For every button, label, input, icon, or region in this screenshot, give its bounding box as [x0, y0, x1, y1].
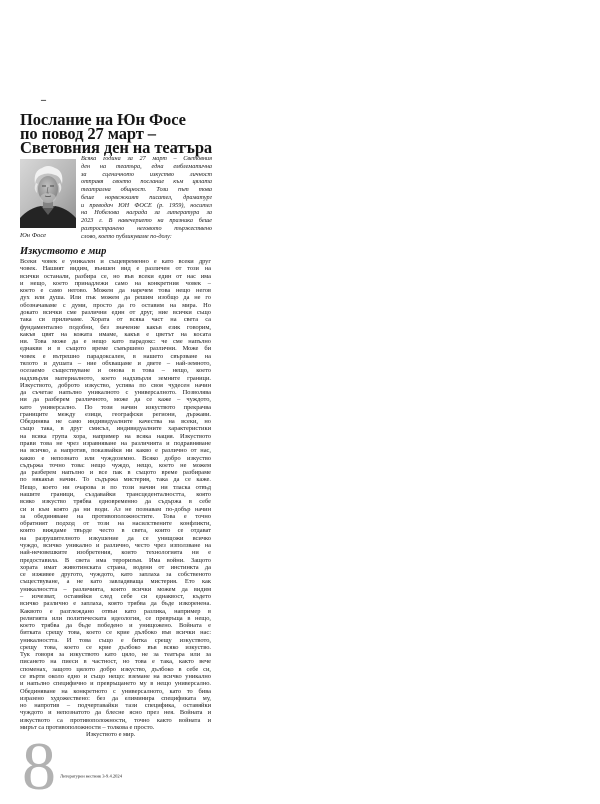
body-line: всички останали, разбира се, но във всеки един от нас има	[20, 272, 211, 280]
intro-line: за сценичното изкуство личност	[81, 170, 212, 178]
body-line: ни. Това може да е нещо като парадокс: че сме напълно	[20, 338, 211, 346]
intro-line: театрална общност. Този път това	[81, 186, 212, 193]
body-line: човек е вътрешно парадоксален, в нашето свързване на	[20, 352, 211, 360]
body-line: писането на пиеси в частност, но това е така, както вече	[20, 658, 211, 666]
body-line: но напротив – подчертавайки тази специфика, оставяйки	[20, 702, 211, 710]
page-footer: Литературен вестник 3-9.4.2024	[60, 774, 122, 779]
body-line: изразено художествено: без да елиминира спецификата му,	[20, 694, 211, 702]
body-line: за обединяване на противоположностите. Това е точно	[20, 512, 211, 520]
photo-caption: Юн Фосе	[20, 232, 47, 239]
body-line: споменах, защото цялото добро изкуство, дълбоко в себе си,	[20, 665, 211, 673]
title-line: по повод 27 март –	[20, 124, 156, 143]
body-line: и напълно специфично и превръщането му в нещо универсално.	[20, 680, 211, 688]
body-line: което трябва да бъде победено и унищожено. Войната е	[20, 622, 211, 630]
intro-line: разпространено неговото тържествено	[81, 224, 212, 232]
page-number: 8	[22, 728, 56, 804]
article-title	[20, 110, 225, 157]
body-line: уникалността – различията, които всички можем да видим	[20, 585, 211, 593]
body-line: на всичко, а напротив, показвайки ни какво е различно от нас,	[20, 447, 211, 455]
body-line: прави това не чрез изравняване на различията и подравняване	[20, 440, 211, 448]
author-photo	[20, 159, 76, 228]
body-line: си и към която да ни води. Аз не познавам по-добър начин	[20, 505, 211, 513]
body-line: всичко различно е заплаха, която трябва да бъде изкоренена.	[20, 600, 211, 608]
body-line: се изживее другото, чуждото, като заплаха за собственото	[20, 571, 211, 579]
body-line: надхвърля материалното, което надхвърля земните граници.	[20, 374, 211, 382]
body-line: на разрушителното изкушение да се унищожи всичко	[20, 534, 211, 542]
title-line: Послание на Юн Фосе	[20, 110, 186, 129]
body-line: обратният подход от този на насилствените конфликти,	[20, 520, 211, 528]
body-line: на всяка група хора, например на всяка нация. Изкуството	[20, 432, 211, 440]
intro-line: слово, което публикуваме по-долу:	[81, 232, 172, 240]
intro-line: и преводач ЮН ФОСЕ (р. 1959), носител	[81, 201, 212, 209]
body-line: битката срещу това, което се крие дълбоко във всички нас:	[20, 629, 211, 637]
body-line: Обединява не само индивидуалните качества на всеки, но	[20, 418, 211, 426]
body-line: като универсално. По този начин изкуството прекрачва	[20, 403, 211, 411]
body-line: нашите граници, създавайки трансцеденталността, която	[20, 491, 211, 498]
body-line: дух или душа. Или пък можем да решим изобщо да не го	[20, 294, 211, 302]
top-mark: –	[41, 95, 46, 106]
body-line: съдържа точно това: нещо чуждо, нещо, което не можем	[20, 461, 211, 469]
body-line: тялото и душата – ние обхващаме и двете – най-земното,	[20, 359, 211, 367]
body-line: границите между езици, географски региони, държави.	[20, 410, 211, 418]
body-line: Нещо, което ни очарова и по този начин ни тласка отвъд	[20, 483, 211, 491]
body-line: и нещо, което принадлежи само на конкретния човек –	[20, 279, 211, 287]
body-line: човек. Нашият видим, външен вид е различен от този на	[20, 265, 211, 273]
body-line: докато всички сме различни един от друг, ние всички също	[20, 308, 211, 316]
body-line: Тук говоря за изкуството като цяло, не за театъра или за	[20, 651, 211, 659]
body-line: предоставила. В света има тероризъм. Има войни. Защото	[20, 556, 211, 564]
body-line: обозначаваме с думи, просто да го оставим на мира. Но	[20, 301, 211, 309]
intro-line: на Нобелова награда за литература за	[81, 209, 212, 217]
body-line: Всеки човек е уникален и същевременно е като всеки друг	[20, 258, 211, 265]
body-line: да съчетае напълно уникалното с универсалното. Позволява	[20, 389, 211, 397]
body-line: най-нечовешките изобретения, които технологията ни е	[20, 549, 211, 557]
body-line: хората имат животинската страна, водени от инстинкта да	[20, 563, 211, 571]
body-line: така си приличаме. Хората от всяка част на света са	[20, 316, 211, 324]
body-line: какъв цвят на кожата имаме, какъв е цветът на косата	[20, 330, 211, 338]
body-line: ни да разберем различното, може да се каже – чуждото,	[20, 396, 211, 404]
body-line: чуждо, всичко уникално и различно, често чрез използване на	[20, 541, 211, 549]
body-line: Изкуството, доброто изкуство, успява по своя чудесен начин	[20, 381, 211, 389]
body-line: чуждото и непознатото да блесне ясно през нея. Войната и	[20, 709, 211, 717]
intro-line: 2023 г. В навечерието на празника беше	[81, 217, 212, 224]
article-body	[20, 258, 211, 739]
body-line: религията или политическата идеология, се превръща в нещо,	[20, 614, 211, 622]
body-line: срещу това, което се крие дълбоко във всяко изкуство.	[20, 643, 211, 651]
body-line: изкуството са противоположности, точно както войната и	[20, 716, 211, 724]
intro-line: беше норвежкият писател, драматург	[81, 193, 212, 201]
body-line: осезаемо съществуване и онова в това – нещо, което	[20, 367, 211, 375]
body-line: съществуване, а не като завладяваща мистерия. Ето как	[20, 578, 211, 586]
title-line: Световния ден на театъра	[20, 138, 213, 157]
intro-line: ден на театъра, една емблематична	[81, 162, 212, 170]
body-paragraph	[20, 258, 211, 731]
body-line: също така, в друг смисъл, индивидуалните характеристики	[20, 425, 211, 433]
body-line: всяко изкуство трябва едновременно да съдържа в себе	[20, 498, 211, 506]
body-line: които виждаме твърде често в света, които се отдават	[20, 527, 211, 535]
body-line: което е само негово. Можем да наречем това нещо негов	[20, 287, 211, 295]
body-line: – изчезват, оставяйки след себе си еднаквост, където	[20, 592, 211, 600]
body-line: се върти около едно и също нещо: вземане на всичко уникално	[20, 673, 211, 681]
body-line: фундаментално подобни, без значение какъв език говорим,	[20, 323, 211, 331]
intro-text	[81, 155, 212, 240]
intro-line: Всяка година за 27 март – Световния	[81, 155, 212, 162]
body-line: еднакви и в същото време съвършено различни. Може би	[20, 345, 211, 353]
body-line: уникалността. И това също е битка срещу изкуството,	[20, 636, 211, 644]
body-line: мирът са противоположности – толкова е просто.	[20, 724, 155, 731]
body-line: Изкуството е мир.	[86, 731, 136, 739]
body-line: Каквото е разглеждано отвън като разлика, например в	[20, 607, 211, 615]
section-heading: Изкуството е мир	[20, 246, 107, 257]
body-line: какво е непознато или чуждоземно. Всяко добро изкуство	[20, 454, 211, 462]
body-line: да разберем напълно и все пак в същото време разбираме	[20, 469, 211, 477]
body-line: Обединяване на конкретното с универсалното, като то бива	[20, 687, 211, 695]
intro-line: отправя своето послание към цялата	[81, 178, 212, 186]
body-line: по някакъв начин. То съдържа мистерия, така да се каже.	[20, 476, 211, 484]
